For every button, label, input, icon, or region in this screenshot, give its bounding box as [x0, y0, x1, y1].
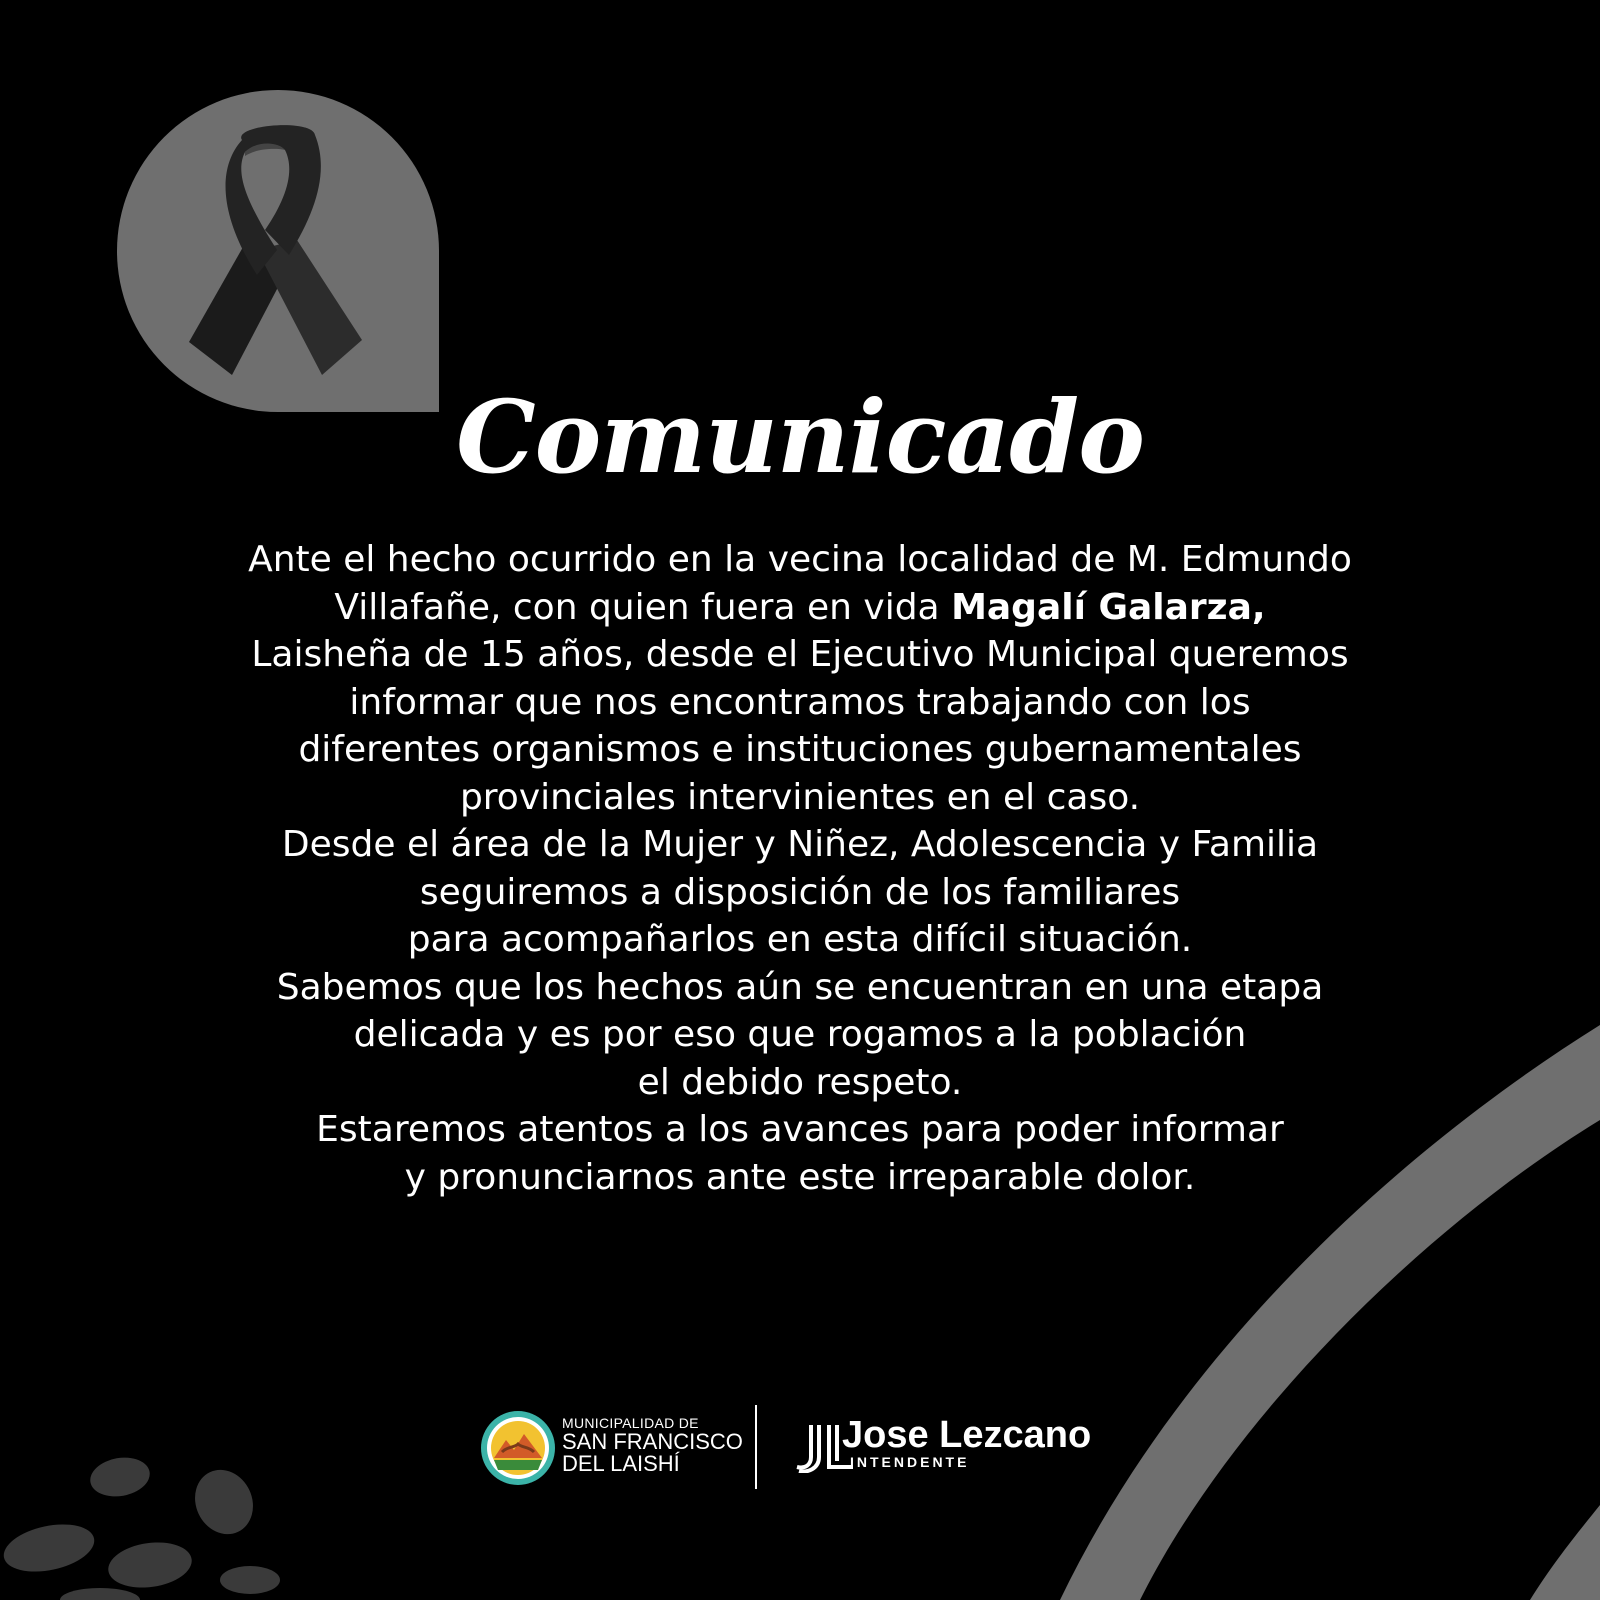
decorative-blob-1 — [87, 1453, 153, 1501]
mourning-ribbon-badge — [117, 90, 439, 412]
statement-line: el debido respeto. — [637, 1061, 963, 1103]
municipality-label-line1: SAN FRANCISCO — [562, 1429, 743, 1454]
statement-paragraph — [150, 536, 1450, 1201]
statement-line: Laisheña de 15 años, desde el Ejecutivo Municipal queremos — [251, 634, 1349, 675]
victim-name: Magalí Galarza, — [951, 586, 1266, 628]
statement-line: seguiremos a disposición de los familiares — [419, 871, 1181, 913]
statement-line: para acompañarlos en esta difícil situación. — [407, 919, 1193, 960]
municipality-label-line2: DEL LAISHÍ — [562, 1451, 680, 1476]
footer-divider — [755, 1405, 757, 1489]
decorative-blob-4 — [105, 1537, 194, 1592]
statement-line: Ante el hecho ocurrido en la vecina localidad de M. Edmundo — [248, 539, 1352, 580]
statement-line: provinciales intervinientes en el caso. — [459, 776, 1141, 818]
intendant-name: Jose Lezcano — [842, 1414, 1092, 1456]
municipality-seal-logo — [480, 1410, 556, 1486]
statement-line: informar que nos encontramos trabajando con los — [349, 681, 1251, 723]
statement-line: delicada y es por eso que rogamos a la población — [353, 1014, 1247, 1055]
intendant-role: INTENDENTE — [850, 1454, 970, 1470]
municipality-name — [562, 1415, 743, 1475]
decorative-blob-2 — [185, 1460, 264, 1543]
decorative-blob-5 — [220, 1566, 280, 1594]
statement-line: Estaremos atentos a los avances para poder informar — [316, 1109, 1284, 1150]
decorative-blob-3 — [0, 1517, 99, 1579]
page-title: Comunicado — [456, 378, 1144, 496]
decorative-arc-inner — [1530, 1505, 1600, 1600]
decorative-blob-6 — [60, 1588, 140, 1600]
statement-line: diferentes organismos e instituciones gubernamentales — [298, 729, 1302, 770]
footer-logos — [480, 1405, 1140, 1489]
statement-text: Villafañe, con quien fuera en vida — [334, 586, 952, 628]
statement-line: Sabemos que los hechos aún se encuentran en una etapa — [276, 966, 1324, 1008]
statement-line: y pronunciarnos ante este irreparable dolor. — [404, 1156, 1196, 1198]
statement-line — [150, 584, 1450, 632]
municipality-label-small: MUNICIPALIDAD DE — [562, 1415, 699, 1431]
statement-line: Desde el área de la Mujer y Niñez, Adolescencia y Familia — [281, 824, 1319, 865]
